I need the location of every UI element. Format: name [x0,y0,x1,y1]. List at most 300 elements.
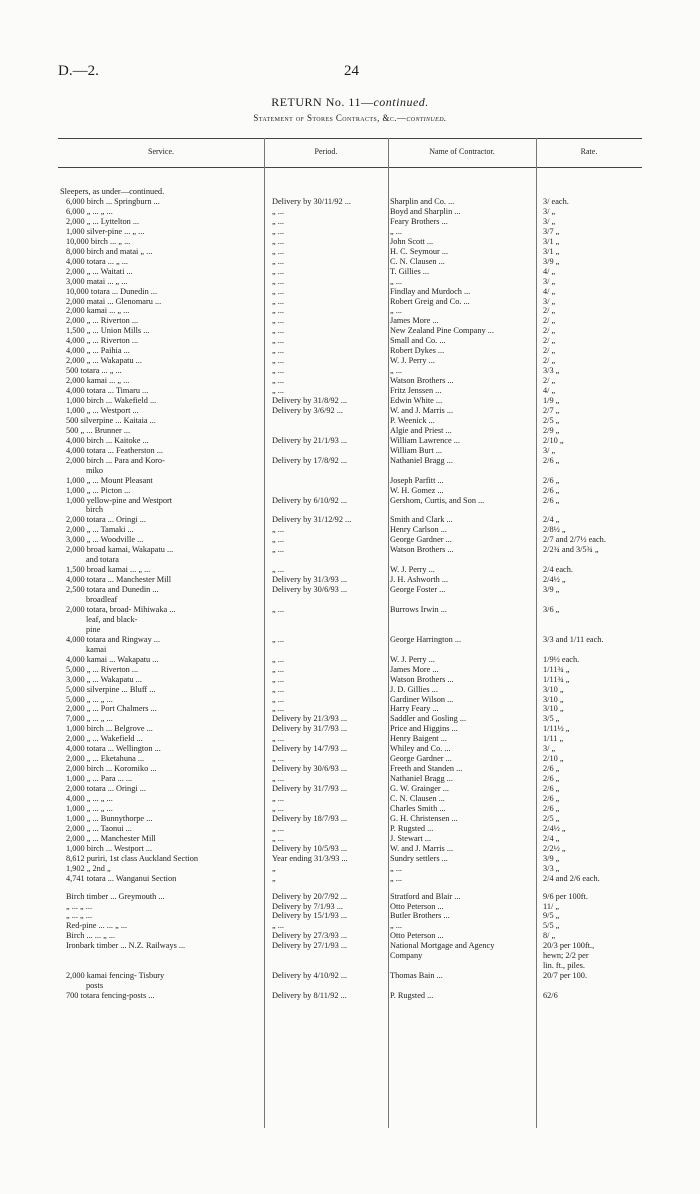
contractor-cell: Sundry settlers ... [390,853,448,863]
contractor-cell: Charles Smith ... [390,803,446,813]
rate-cell: 3/ „ [543,206,556,216]
contractor-cell: Henry Carlson ... [390,525,447,535]
contractor-cell: W. H. Gomez ... [390,485,444,495]
statement-subtitle [0,113,700,123]
period-cell: „ ... [272,694,284,704]
rate-cell: 2/4 „ [543,833,560,843]
rate-cell: 3/10 „ [543,704,564,714]
period-cell: „ ... [272,704,284,714]
rate-cell: 3/ „ [543,744,556,754]
service-cell: Ironbark timber ... N.Z. Railways ... [66,941,186,951]
rate-cell: 3/ „ [543,445,556,455]
contractor-cell: Nathaniel Bragg ... [390,774,453,784]
service-cell: „ ... „ ... [66,901,93,911]
contractor-cell: Saddler and Gosling ... [390,714,467,724]
service-cell: 2,000 „ ... Taonui ... [66,823,132,833]
contractor-cell: W. and J. Marris ... [390,405,454,415]
service-cell: 4,741 totara ... Wanganui Section [66,873,177,883]
rate-cell: 3/ „ [543,276,556,286]
service-cell: leaf, and black- [86,614,138,624]
period-cell: „ ... [272,565,284,575]
service-cell: 8,612 puriri, 1st class Auckland Section [66,853,199,863]
period-cell: Delivery by 31/7/93 ... [272,724,348,734]
service-cell: 4,000 kamai ... Wakapatu ... [66,654,159,664]
period-cell: „ ... [272,296,284,306]
service-cell: 1,000 birch ... Belgrove ... [66,724,153,734]
rate-cell: 1/11¾ „ [543,674,570,684]
period-cell: „ ... [272,823,284,833]
contractor-cell: Watson Brothers ... [390,545,454,555]
service-cell: 500 silverpine ... Kaitaia ... [66,415,156,425]
contractor-cell: Henry Baigent ... [390,734,447,744]
rate-cell: hewn; 2/2 per [543,951,589,961]
service-cell: 2,000 birch ... Koromiko ... [66,764,157,774]
period-cell: Delivery by 10/5/93 ... [272,843,348,853]
period-cell: Delivery by 8/11/92 ... [272,991,347,1001]
statement-subtitle-main: Statement of Stores Contracts, &c.— [253,113,407,123]
period-cell: Delivery by 21/3/93 ... [272,714,348,724]
contractor-cell: George Harrington ... [390,634,462,644]
period-cell: Delivery by 31/7/93 ... [272,784,348,794]
contractor-cell: Feary Brothers ... [390,216,448,226]
period-cell: „ ... [272,216,284,226]
rate-cell: 2/6 „ [543,803,560,813]
period-cell: „ ... [272,634,284,644]
rate-cell: 2/ „ [543,306,556,316]
contractor-cell: C. N. Clausen ... [390,256,445,266]
period-cell: „ ... [272,286,284,296]
contractor-cell: Smith and Clark ... [390,515,453,525]
rate-cell: 2/5 „ [543,813,560,823]
service-cell: 1,000 „ ... Westport ... [66,405,139,415]
period-cell: „ ... [272,535,284,545]
service-cell: Birch timber ... Greymouth ... [66,891,165,901]
rate-cell: 1/11 „ [543,734,564,744]
rate-cell: 4/ „ [543,266,556,276]
period-cell: Delivery by 3/6/92 ... [272,405,343,415]
rate-cell: 3/1 „ [543,236,560,246]
service-cell: 2,500 totara and Dunedin ... [66,585,159,595]
return-title-main: RETURN No. 11— [271,95,374,109]
service-cell: 4,000 totara ... Featherston ... [66,445,164,455]
period-cell: „ ... [272,921,284,931]
service-cell: 2,000 „ ... Eketahuna ... [66,754,145,764]
rate-cell: 3/6 „ [543,604,560,614]
period-cell: Delivery by 30/6/93 ... [272,585,348,595]
rate-cell: 2/6 „ [543,495,560,505]
contractor-cell: Findlay and Murdoch ... [390,286,471,296]
contractor-cell: Algie and Priest ... [390,425,452,435]
contractor-cell: C. N. Clausen ... [390,794,445,803]
rate-cell: 3/9 „ [543,256,560,266]
service-cell: 1,000 silver-pine ... „ ... [66,226,145,236]
service-cell: 4,000 totara and Ringway ... [66,634,161,644]
contractor-cell: G. W. Grainger ... [390,784,449,794]
contractor-cell: Robert Greig and Co. ... [390,296,470,306]
contractor-cell: Gardiner Wilson ... [390,694,454,704]
service-cell: 4,000 totara ... Timaru ... [66,386,149,396]
contractor-cell: P. Weenick ... [390,415,435,425]
period-cell: „ ... [272,276,284,286]
service-cell: 1,000 „ ... „ ... [66,803,113,813]
contractor-cell: Robert Dykes ... [390,346,445,356]
contractor-cell: „ ... [390,366,402,376]
contractor-cell: H. C. Seymour ... [390,246,449,256]
contractor-cell: William Lawrence ... [390,435,460,445]
service-cell: 2,000 „ ... Tamaki ... [66,525,134,535]
period-cell: „ ... [272,803,284,813]
period-cell: „ ... [272,654,284,664]
period-cell: „ ... [272,346,284,356]
rate-cell: 2/ „ [543,326,556,336]
service-cell: 2,000 „ ... Waitati ... [66,266,133,276]
service-cell: 1,902 „ 2nd „ [66,863,111,873]
service-cell: pine [86,624,101,634]
period-cell: Delivery by 31/3/93 ... [272,575,348,585]
rate-cell: 2/ „ [543,316,556,326]
rate-cell: 2/4½ „ [543,575,566,585]
return-title [0,95,700,110]
period-cell: Delivery by 31/8/92 ... [272,396,348,405]
service-cell: 3,000 „ ... Wakapatu ... [66,674,142,684]
contractor-cell: New Zealand Pine Company ... [390,326,494,336]
rate-cell: 2/ „ [543,346,556,356]
service-cell: 8,000 birch and matai „ ... [66,246,153,256]
contractor-cell: Small and Co. ... [390,336,446,346]
period-cell: „ ... [272,246,284,256]
period-cell: „ ... [272,604,284,614]
rate-cell: 3/3 „ [543,863,560,873]
rate-cell: 2/9 „ [543,425,560,435]
service-cell: 1,000 birch ... Wakefield ... [66,396,157,405]
service-cell: 5,000 „ ... „ ... [66,694,113,704]
contractor-cell: T. Gillies ... [390,266,430,276]
period-cell: „ ... [272,376,284,386]
contractor-cell: Stratford and Blair ... [390,891,461,901]
service-cell: 2,000 totara ... Oringi ... [66,515,146,525]
rate-cell: 2/2½ „ [543,843,566,853]
service-cell: 3,000 matai ... „ ... [66,276,128,286]
contractor-cell: G. H. Christensen ... [390,813,458,823]
rate-cell: 1/9½ each. [543,654,580,664]
service-cell: 4,000 „ ... Paihia ... [66,346,130,356]
service-cell: 2,000 kamai ... „ ... [66,376,130,386]
contractor-cell: Butler Brothers ... [390,911,450,921]
service-cell: 6,000 birch ... Springburn ... [66,197,160,206]
contractor-cell: „ ... [390,873,402,883]
contractor-cell: P. Rugsted ... [390,991,434,1001]
column-header-contractor: Name of Contractor. [429,147,495,156]
contractor-cell: John Scott ... [390,236,434,246]
service-cell: „ ... „ ... [66,911,93,921]
column-header-rate: Rate. [580,147,598,156]
period-cell: Delivery by 31/12/92 ... [272,515,352,525]
period-cell: „ ... [272,356,284,366]
service-cell: 10,000 totara ... Dunedin ... [66,286,158,296]
contractor-cell: James More ... [390,664,439,674]
service-cell: 6,000 „ ... „ ... [66,206,113,216]
period-cell: „ ... [272,366,284,376]
service-cell: 500 „ ... Brunner ... [66,425,131,435]
period-cell: „ ... [272,664,284,674]
contractor-cell: James More ... [390,316,439,326]
contractor-cell: Watson Brothers ... [390,674,454,684]
period-cell: „ ... [272,306,284,316]
service-cell: 1,000 yellow-pine and Westport [66,495,173,505]
contractor-cell: Freeth and Standen ... [390,764,463,774]
rate-cell: 20/3 per 100ft., [543,941,595,951]
contractor-cell: J. D. Gillies ... [390,684,438,694]
period-cell: „ ... [272,754,284,764]
rate-cell: 2/5 „ [543,415,560,425]
period-cell: „ ... [272,236,284,246]
service-cell: 1,500 broad kamai ... „ ... [66,565,151,575]
column-rule [388,138,389,1128]
service-cell: kamai [86,644,107,654]
period-cell: „ ... [272,326,284,336]
rate-cell: 1/9 „ [543,396,560,405]
column-rule [536,138,537,1128]
rate-cell: 4/ „ [543,386,556,396]
rate-cell: 2/6 „ [543,455,560,465]
service-cell: 2,000 totara, broad- Mihiwaka ... [66,604,176,614]
period-cell: Delivery by 14/7/93 ... [272,744,348,754]
rate-cell: 2/6 „ [543,784,560,794]
rate-cell: 2/2¾ and 3/5¾ „ [543,545,599,555]
column-header-service: Service. [148,147,174,156]
contractor-cell: Watson Brothers ... [390,376,454,386]
service-cell: 4,000 birch ... Kaitoke ... [66,435,149,445]
service-cell: posts [86,981,104,991]
rate-cell: 2/4 „ [543,515,560,525]
contractor-cell: Otto Peterson ... [390,901,444,911]
service-cell: miko [86,465,104,475]
contractor-cell: „ ... [390,863,402,873]
rate-cell: 20/7 per 100. [543,971,588,981]
rate-cell: 3/3 and 1/11 each. [543,634,604,644]
period-cell: „ ... [272,336,284,346]
period-cell: Delivery by 6/10/92 ... [272,495,348,505]
contractor-cell: Company [390,951,423,961]
service-cell: 2,000 „ ... Wakefield ... [66,734,143,744]
contractor-cell: Price and Higgins ... [390,724,458,734]
rate-cell: 2/ „ [543,336,556,346]
service-cell: 2,000 „ ... Lyttelton ... [66,216,140,226]
period-cell: Delivery by 27/3/93 ... [272,931,348,941]
period-cell: Delivery by 15/1/93 ... [272,911,348,921]
rate-cell: 2/6 „ [543,794,560,803]
contractor-cell: Edwin White ... [390,396,443,405]
page-number: 24 [344,63,359,79]
period-cell: „ ... [272,226,284,236]
period-cell: Delivery by 17/8/92 ... [272,455,348,465]
contractor-cell: Nathaniel Bragg ... [390,455,453,465]
service-cell: 1,000 „ ... Para ... ... [66,774,133,784]
service-cell: 5,000 silverpine ... Bluff ... [66,684,156,694]
service-cell: 4,000 totara ... Manchester Mill [66,575,172,585]
period-cell: Delivery by 30/11/92 ... [272,197,351,206]
rate-cell: 1/11¾ „ [543,664,570,674]
service-cell: 2,000 matai ... Glenomaru ... [66,296,162,306]
service-cell: broadleaf [86,595,118,604]
contractor-cell: National Mortgage and Agency [390,941,495,951]
rate-cell: 2/4 and 2/6 each. [543,873,600,883]
service-cell: 700 totara fencing-posts ... [66,991,155,1001]
service-cell: 500 totara ... „ ... [66,366,122,376]
rate-cell: 3/5 „ [543,714,560,724]
contractor-cell: J. Stewart ... [390,833,432,843]
service-cell: 2,000 broad kamai, Wakapatu ... [66,545,174,555]
period-cell: „ ... [272,256,284,266]
service-cell: 1,000 „ ... Bunnythorpe ... [66,813,153,823]
period-cell: „ ... [272,386,284,396]
service-cell: 7,000 „ ... „ ... [66,714,113,724]
service-cell: 1,000 birch ... Westport ... [66,843,153,853]
service-cell: 1,000 „ ... Mount Pleasant [66,475,153,485]
period-cell: „ ... [272,525,284,535]
rate-cell: 62/6 [543,991,558,1001]
rate-cell: 2/ „ [543,356,556,366]
rate-cell: 3/10 „ [543,684,564,694]
contractor-cell: Boyd and Sharplin ... [390,206,461,216]
service-cell: 1,500 „ ... Union Mills ... [66,326,150,336]
contractor-cell: George Foster ... [390,585,446,595]
contractor-cell: Harry Feary ... [390,704,439,714]
period-cell: „ ... [272,833,284,843]
contractor-cell: W. J. Perry ... [390,356,435,366]
period-cell: „ [272,863,276,873]
contractor-cell: Gershom, Curtis, and Son ... [390,495,485,505]
service-cell: 2,000 „ ... Port Chalmers ... [66,704,157,714]
column-rule [264,138,265,1128]
contractor-cell: George Gardner ... [390,754,452,764]
rate-cell: 2/6 „ [543,475,560,485]
contractor-cell: Fritz Jenssen ... [390,386,442,396]
period-cell: „ ... [272,734,284,744]
contractor-cell: Sharplin and Co. ... [390,197,455,206]
rate-cell: 9/6 per 100ft. [543,891,588,901]
period-cell: Delivery by 27/1/93 ... [272,941,348,951]
rate-cell: 3/9 „ [543,853,560,863]
contractor-cell: George Gardner ... [390,535,452,545]
service-cell: 2,000 „ ... Manchester Mill [66,833,156,843]
rate-cell: 2/6 „ [543,774,560,784]
contractor-cell: Thomas Bain ... [390,971,443,981]
service-cell: 2,000 totara ... Oringi ... [66,784,146,794]
column-header-period: Period. [314,147,338,156]
service-cell: and totara [86,555,119,565]
service-cell: 2,000 „ ... Wakapatu ... [66,356,142,366]
period-cell: „ ... [272,794,284,803]
period-cell: „ ... [272,266,284,276]
rate-cell: 1/11½ „ [543,724,570,734]
rate-cell: 2/7 and 2/7½ each. [543,535,606,545]
return-title-continued: continued. [373,95,429,109]
contractor-cell: William Burt ... [390,445,442,455]
period-cell: Delivery by 21/1/93 ... [272,435,348,445]
rate-cell: 2/6 „ [543,764,560,774]
contractor-cell: P. Rugsted ... [390,823,434,833]
stores-contracts-table [58,138,642,1001]
rate-cell: 3/ each. [543,197,569,206]
rate-cell: 3/9 „ [543,585,560,595]
contractor-cell: Burrows Irwin ... [390,604,447,614]
period-cell: Delivery by 7/1/93 ... [272,901,343,911]
service-cell: 5,000 „ ... Riverton ... [66,664,139,674]
rate-cell: 2/ „ [543,376,556,386]
service-cell: birch [86,505,104,515]
service-cell: 4,000 „ ... „ ... [66,794,113,803]
period-cell: Delivery by 4/10/92 ... [272,971,348,981]
rate-cell: 2/7 „ [543,405,560,415]
service-cell: 1,000 „ ... Picton ... [66,485,131,495]
rate-cell: lin. ft., piles. [543,961,585,971]
period-cell: „ ... [272,206,284,216]
service-cell: 3,000 „ ... Woodville ... [66,535,144,545]
service-cell: 10,000 birch ... „ ... [66,236,131,246]
period-cell: „ ... [272,545,284,555]
service-cell: 2,000 birch ... Para and Koro- [66,455,165,465]
rate-cell: 2/6 „ [543,485,560,495]
period-cell: Delivery by 30/6/93 ... [272,764,348,774]
contractor-cell: W. and J. Marris ... [390,843,454,853]
period-cell: „ [272,873,276,883]
rate-cell: 5/5 „ [543,921,560,931]
rate-cell: 3/1 „ [543,246,560,256]
period-cell: Delivery by 20/7/92 ... [272,891,348,901]
rate-cell: 4/ „ [543,286,556,296]
contractor-cell: Otto Peterson ... [390,931,444,941]
contractor-cell: W. J. Perry ... [390,654,435,664]
rate-cell: 2/8½ „ [543,525,566,535]
statement-subtitle-continued: continued. [406,113,447,123]
contractor-cell: „ ... [390,306,402,316]
rate-cell: 2/4½ „ [543,823,566,833]
service-cell: 2,000 „ ... Riverton ... [66,316,139,326]
service-cell: Birch ... ... „ ... [66,931,116,941]
rate-cell: 2/10 „ [543,435,564,445]
rate-cell: 3/10 „ [543,694,564,704]
table-header [58,138,642,168]
period-cell: „ ... [272,674,284,684]
period-cell: „ ... [272,774,284,784]
rate-cell: 11/ „ [543,901,560,911]
service-cell: Red-pine ... ... „ ... [66,921,128,931]
contractor-cell: Joseph Parfitt ... [390,475,444,485]
service-cell: 2,000 kamai fencing- Tisbury [66,971,165,981]
period-cell: „ ... [272,316,284,326]
contractor-cell: W. J. Perry ... [390,565,435,575]
rate-cell: 3/7 „ [543,226,560,236]
contractor-cell: „ ... [390,921,402,931]
service-cell: 4,000 „ ... Riverton ... [66,336,139,346]
rate-cell: 2/10 „ [543,754,564,764]
rate-cell: 3/3 „ [543,366,560,376]
contractor-cell: „ ... [390,276,402,286]
rate-cell: 9/5 „ [543,911,560,921]
period-cell: Year ending 31/3/93 ... [272,853,348,863]
service-cell: 4,000 totara ... Wellington ... [66,744,161,754]
section-label: Sleepers, as under—continued. [60,187,165,196]
contractor-cell: „ ... [390,226,402,236]
rate-cell: 2/4 each. [543,565,573,575]
period-cell: „ ... [272,684,284,694]
service-cell: 4,000 totara ... „ ... [66,256,128,266]
rate-cell: 3/ „ [543,296,556,306]
rate-cell: 3/ „ [543,216,556,226]
service-cell: 2,000 kamai ... „ ... [66,306,130,316]
contractor-cell: J. H. Ashworth ... [390,575,449,585]
